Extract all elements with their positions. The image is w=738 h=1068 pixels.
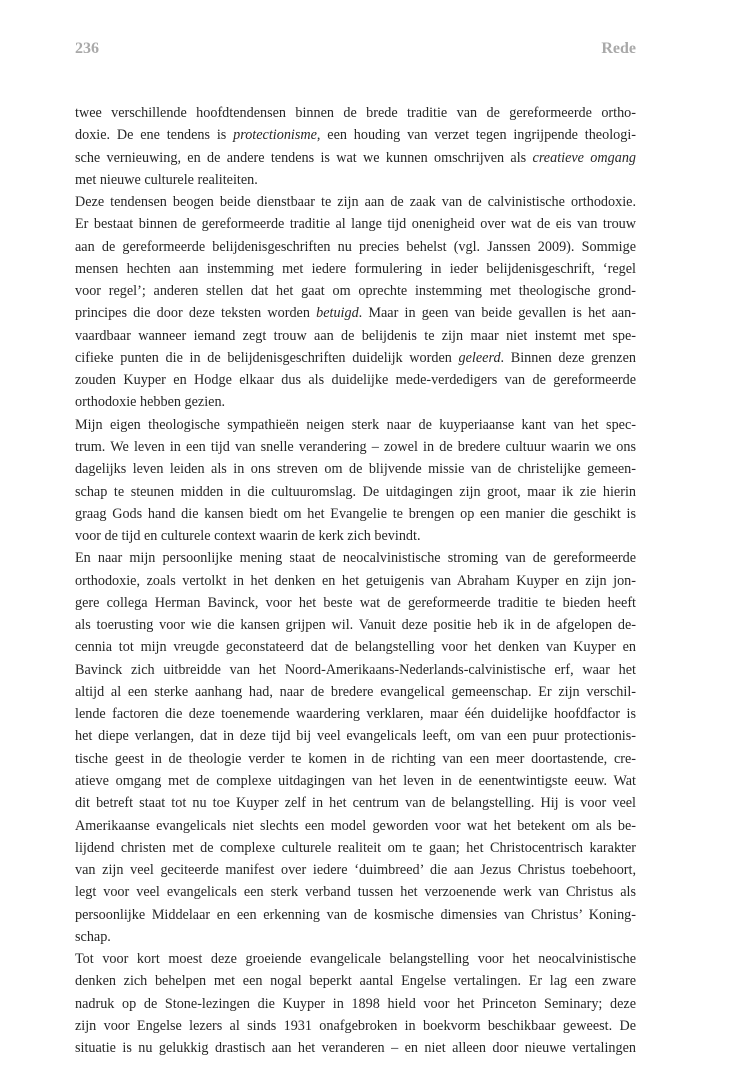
text-segment: principes die door deze teksten worden xyxy=(75,305,317,322)
text-line xyxy=(75,904,636,926)
text-segment: mensen hechten aan instemming met iedere formulering in ieder belijdenisgeschrift, ‘regel xyxy=(75,260,636,277)
text-line xyxy=(75,547,636,569)
text-line xyxy=(75,636,636,658)
text-segment: voor regel’; anderen stellen dat het gaat om oprechte instemming met theologische grond- xyxy=(75,283,636,300)
text-segment: denken zich behelpen met een nogal beperkt aantal Engelse vertalingen. Er lag een zware xyxy=(75,973,636,990)
text-segment: gere collega Herman Bavinck, voor het beste wat de gereformeerde traditie te bieden heeft xyxy=(75,594,636,611)
text-line xyxy=(75,970,636,992)
text-line xyxy=(75,391,636,413)
text-line xyxy=(75,592,636,614)
text-segment: Deze tendensen beogen beide dienstbaar te zijn aan de zaak van de calvinistische orthodoxie. xyxy=(75,194,636,211)
text-line xyxy=(75,681,636,703)
text-line xyxy=(75,102,636,124)
text-line xyxy=(75,369,636,391)
text-line xyxy=(75,770,636,792)
paragraph xyxy=(75,191,636,414)
running-title: Rede xyxy=(601,40,636,57)
text-segment: tische geest in de theologie verder te komen in de richting van een meer doortastende, cre- xyxy=(75,750,636,767)
text-segment: dit betreft staat tot nu toe Kuyper zelf in het centrum van de belangstelling. Hij is voor veel xyxy=(75,795,636,812)
text-line xyxy=(75,926,636,948)
text-line xyxy=(75,659,636,681)
text-line xyxy=(75,191,636,213)
text-line xyxy=(75,1015,636,1037)
text-segment: doxie. De ene tendens is xyxy=(75,127,234,144)
text-line xyxy=(75,414,636,436)
italic-text: creatieve omgang xyxy=(532,149,637,166)
text-segment: aan de gereformeerde belijdenisgeschriften nu precies behelst (vgl. Janssen 2009). Sommige xyxy=(75,238,636,255)
text-line xyxy=(75,525,636,547)
text-line xyxy=(75,725,636,747)
text-line xyxy=(75,859,636,881)
text-segment: orthodoxie, zoals vertolkt in het denken en het getuigenis van Abraham Kuyper en zijn jon- xyxy=(75,572,636,589)
text-segment: graag Gods hand die kansen biedt om het Evangelie te brengen op een manier die geschikt is xyxy=(75,505,636,522)
paragraph xyxy=(75,948,636,1059)
paragraph xyxy=(75,102,636,191)
text-line xyxy=(75,993,636,1015)
text-segment: als toerusting voor wie die kansen grijpen wil. Vanuit deze positie heb ik in de afgelopen de- xyxy=(75,617,636,634)
text-segment: cennia tot mijn vreugde geconstateerd dat de belangstelling voor het denken van Kuyper en xyxy=(75,639,636,656)
text-line xyxy=(75,302,636,324)
text-line xyxy=(75,481,636,503)
text-line xyxy=(75,948,636,970)
text-line xyxy=(75,703,636,725)
text-line xyxy=(75,258,636,280)
text-line xyxy=(75,570,636,592)
page-number: 236 xyxy=(75,40,99,57)
italic-text: protectionisme xyxy=(233,127,317,144)
text-line xyxy=(75,503,636,525)
text-line xyxy=(75,124,636,146)
text-line xyxy=(75,837,636,859)
text-segment: zouden Kuyper en Hodge elkaar dus als duidelijke mede-verdedigers van de gereformeerde xyxy=(75,372,636,389)
text-segment: cifieke punten die in de belijdenisgeschriften duidelijk worden xyxy=(75,349,459,366)
text-segment: , een houding van verzet tegen ingrijpende theologi- xyxy=(316,127,636,144)
text-line xyxy=(75,236,636,258)
text-line xyxy=(75,325,636,347)
text-line xyxy=(75,815,636,837)
text-line xyxy=(75,458,636,480)
text-line xyxy=(75,280,636,302)
text-segment: lende factoren die deze toenemende waardering verklaren, maar één duidelijke hoofdfactor is xyxy=(75,706,636,723)
text-segment: dagelijks leven leiden als in ons streven om de blijvende missie van de christelijke gemeen- xyxy=(75,461,636,478)
paragraph xyxy=(75,414,636,548)
text-segment: En naar mijn persoonlijke mening staat de neocalvinistische stroming van de gereformeerde xyxy=(75,550,636,567)
text-line xyxy=(75,347,636,369)
italic-text: geleerd xyxy=(458,349,501,366)
text-segment: schap te steunen midden in die cultuuromslag. De uitdagingen zijn groot, maar ik zie hierin xyxy=(75,483,636,500)
text-line xyxy=(75,614,636,636)
text-segment: . Maar in geen van beide gevallen is het aan- xyxy=(358,305,636,322)
text-segment: legt voor veel evangelicals een sterk verband tussen het verzoenende werk van Christus als xyxy=(75,884,636,901)
paragraph xyxy=(75,547,636,948)
text-line xyxy=(75,436,636,458)
text-segment: zijn voor Engelse lezers al sinds 1931 onafgebroken in boekvorm beschikbaar geweest. De xyxy=(75,1017,636,1034)
text-segment: Er bestaat binnen de gereformeerde traditie al lange tijd onenigheid over wat de eis van trouw xyxy=(75,216,636,233)
text-segment: nadruk op de Stone-lezingen die Kuyper in 1898 hield voor het Princeton Seminary; deze xyxy=(75,995,636,1012)
text-segment: van zijn veel geciteerde manifest over iedere ‘duimbreed’ die aan Jezus Christus toebehoort, xyxy=(75,862,636,879)
body-text xyxy=(75,102,636,1059)
text-line xyxy=(75,169,636,191)
text-segment: situatie is nu gelukkig drastisch aan het veranderen – en niet alleen door nieuwe vertalingen xyxy=(75,1040,636,1057)
text-segment: . Binnen deze grenzen xyxy=(500,349,636,366)
text-segment: trum. We leven in een tijd van snelle verandering – zowel in de bredere cultuur waarin we ons xyxy=(75,438,636,455)
text-segment: persoonlijke Middelaar en een erkenning van de kosmische dimensies van Christus’ Koning- xyxy=(75,906,636,923)
text-segment: Tot voor kort moest deze groeiende evangelicale belangstelling voor het neocalvinistische xyxy=(75,951,636,968)
text-line xyxy=(75,881,636,903)
text-segment: met nieuwe culturele realiteiten. xyxy=(75,171,258,188)
text-segment: altijd al een sterke aanhang had, naar de bredere evangelical gemeenschap. Er zijn verschil- xyxy=(75,683,636,700)
text-line xyxy=(75,748,636,770)
italic-text: betuigd xyxy=(316,305,359,322)
text-segment: voor de tijd en culturele context waarin de kerk zich bevindt. xyxy=(75,528,421,545)
text-line xyxy=(75,147,636,169)
text-segment: schap. xyxy=(75,928,111,945)
text-segment: Mijn eigen theologische sympathieën neigen sterk naar de kuyperiaanse kant van het spec- xyxy=(75,416,636,433)
text-segment: lijdend christen met de complexe culturele realiteit om te gaan; het Christocentrisch karakter xyxy=(75,839,636,856)
text-line xyxy=(75,1037,636,1059)
text-segment: Amerikaanse evangelicals niet slechts een model geworden voor wat het betekent om als be- xyxy=(75,817,636,834)
text-segment: atieve omgang met de complexe uitdagingen van het leven in de eenentwintigste eeuw. Wat xyxy=(75,772,636,789)
text-segment: sche vernieuwing, en de andere tendens is wat we kunnen omschrijven als xyxy=(75,149,533,166)
text-segment: twee verschillende hoofdtendensen binnen de brede traditie van de gereformeerde ortho- xyxy=(75,105,636,121)
text-line xyxy=(75,792,636,814)
text-segment: orthodoxie hebben gezien. xyxy=(75,394,226,411)
text-segment: Bavinck zich uitbreidde van het Noord-Amerikaans-Nederlands-calvinistische erf, waar het xyxy=(75,661,636,678)
text-segment: het diepe verlangen, dat in deze tijd bij veel evangelicals leeft, om van een puur protectionis- xyxy=(75,728,636,745)
text-line xyxy=(75,213,636,235)
text-segment: vaardbaar wanneer iemand zegt trouw aan de belijdenis te zijn maar niet instemt met spe- xyxy=(75,327,636,344)
